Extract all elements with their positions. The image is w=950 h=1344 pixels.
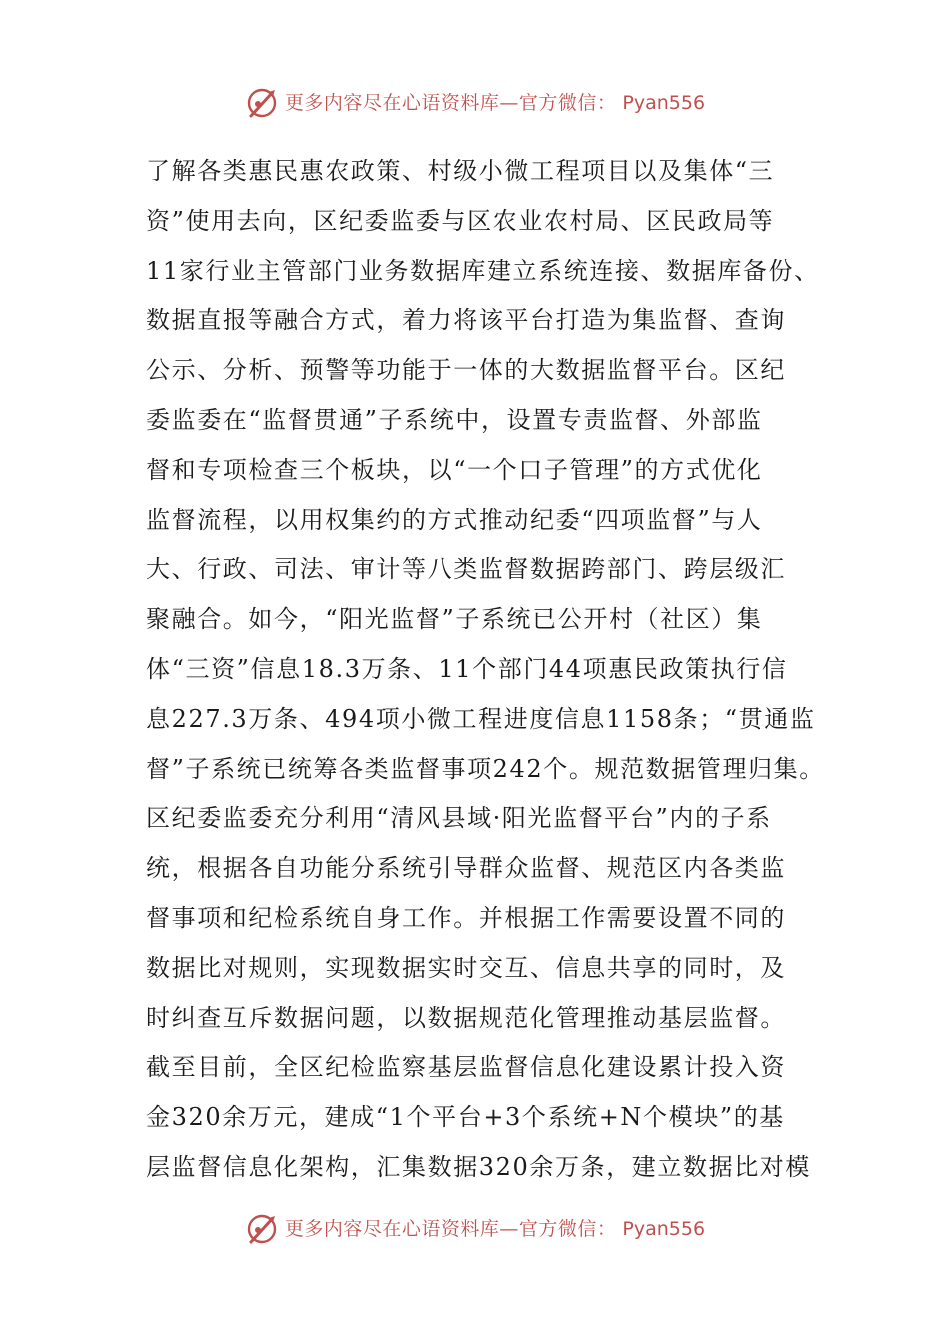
header-brand [245,86,705,120]
header-wechat-id: Pyan556 [622,91,706,114]
body-line: 公示、分析、预警等功能于一体的大数据监督平台。区纪 [146,356,786,385]
logo-icon [245,1212,279,1246]
body-line: 督”子系统已统筹各类监督事项242个。规范数据管理归集。 [146,754,825,783]
footer-text: 更多内容尽在心语资料库—官方微信： [284,1217,617,1240]
article-body [146,147,836,1193]
body-line: 监督流程，以用权集约的方式推动纪委“四项监督”与人 [146,505,763,534]
body-line: 资”使用去向，区纪委监委与区农业农村局、区民政局等 [146,206,775,235]
body-line: 委监委在“监督贯通”子系统中，设置专责监督、外部监 [146,405,763,434]
body-line: 金320余万元，建成“1个平台+3个系统+N个模块”的基 [146,1103,785,1132]
body-line: 体“三资”信息18.3万条、11个部门44项惠民政策执行信 [146,654,788,683]
body-line: 聚融合。如今，“阳光监督”子系统已公开村（社区）集 [146,605,763,634]
body-line: 数据比对规则，实现数据实时交互、信息共享的同时，及 [146,953,786,982]
body-line: 了解各类惠民惠农政策、村级小微工程项目以及集体“三 [146,157,775,185]
body-line: 11家行业主管部门业务数据库建立系统连接、数据库备份、 [146,256,820,285]
body-line: 督事项和纪检系统自身工作。并根据工作需要设置不同的 [146,903,786,932]
body-line: 息227.3万条、494项小微工程进度信息1158条；“贯通监 [146,704,816,733]
body-line: 截至目前，全区纪检监察基层监督信息化建设累计投入资 [146,1053,786,1082]
body-line: 数据直报等融合方式，着力将该平台打造为集监督、查询 [146,306,786,335]
logo-icon [245,86,279,120]
footer-brand [245,1212,705,1246]
body-line: 督和专项检查三个板块，以“一个口子管理”的方式优化 [146,455,763,484]
page-header [0,83,950,123]
header-text: 更多内容尽在心语资料库—官方微信： [284,91,617,114]
body-line: 层监督信息化架构，汇集数据320余万条，建立数据比对模 [146,1152,812,1181]
body-line: 时纠查互斥数据问题，以数据规范化管理推动基层监督。 [146,1003,786,1032]
page-footer [0,1209,950,1249]
body-line: 区纪委监委充分利用“清风县域·阳光监督平台”内的子系 [146,804,772,833]
body-line: 统，根据各自功能分系统引导群众监督、规范区内各类监 [146,854,786,883]
body-line: 大、行政、司法、审计等八类监督数据跨部门、跨层级汇 [146,555,786,584]
footer-wechat-id: Pyan556 [622,1217,706,1240]
